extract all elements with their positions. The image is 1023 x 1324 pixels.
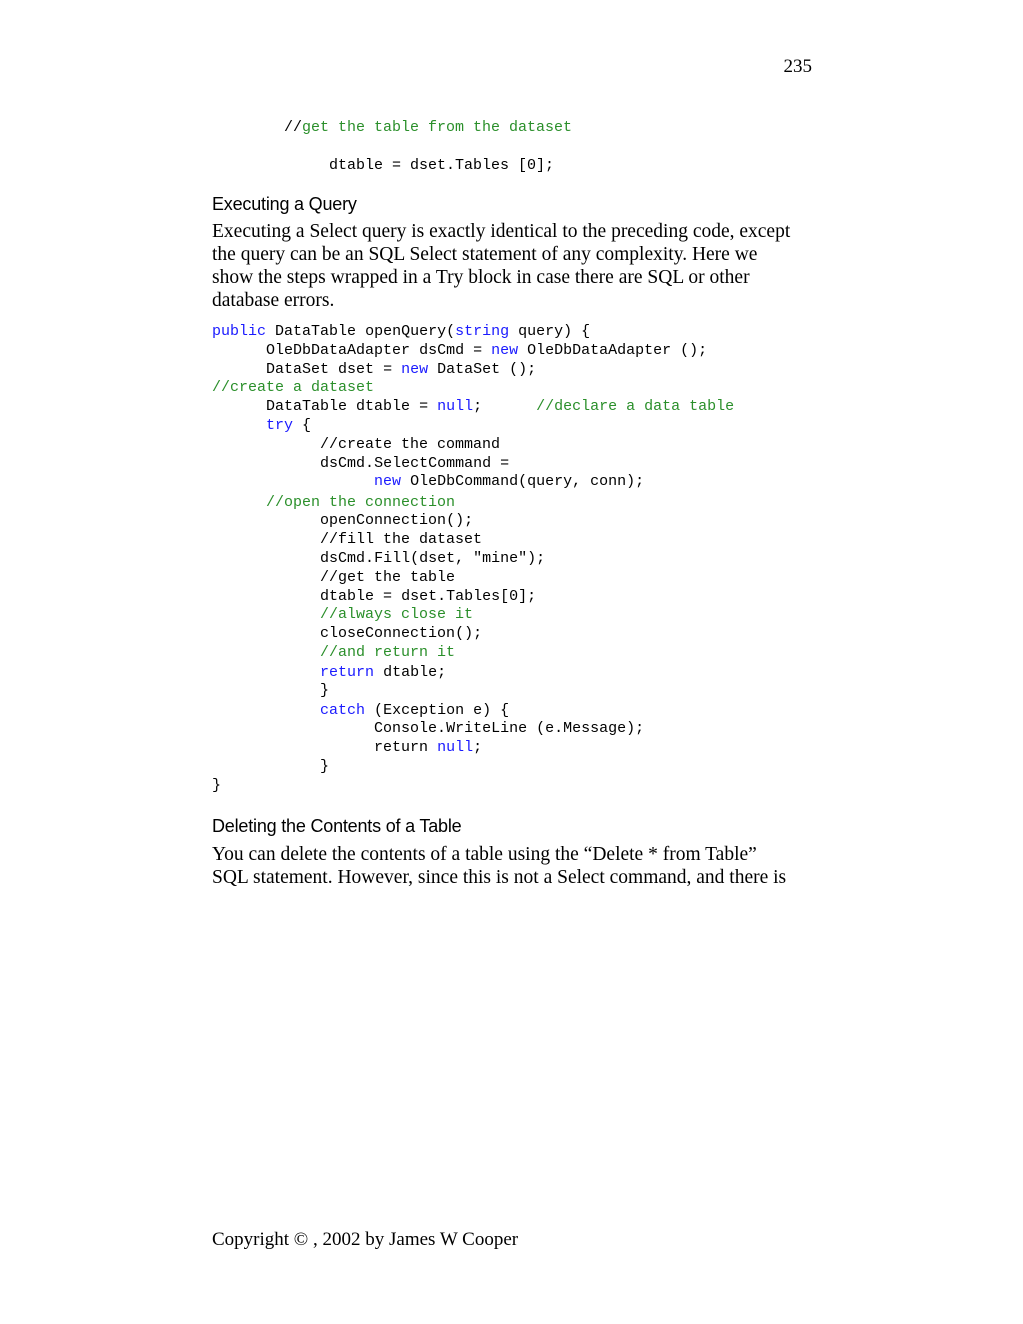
code-line (212, 530, 482, 549)
code-text: //get the table from the dataset (212, 119, 573, 136)
code-line: dsCmd.SelectCommand = (320, 455, 510, 472)
code-comment: //create the command (320, 436, 501, 453)
code-line: closeConnection(); (320, 625, 483, 642)
code-comment: //declare a data table (536, 398, 735, 415)
paragraph-line: show the steps wrapped in a Try block in case there are SQL or other (212, 267, 750, 288)
code-line: public DataTable openQuery(string query) { (212, 323, 591, 340)
code-line (212, 568, 455, 587)
paragraph-line: the query can be an SQL Select statement of any complexity. Here we (212, 244, 758, 265)
paragraph-line: SQL statement. However, since this is not a Select command, and there is (212, 867, 787, 888)
code-line (212, 118, 572, 137)
code-line: DataTable dtable = null; //declare a data table (266, 398, 735, 415)
code-line: dtable = dset.Tables[0]; (320, 588, 537, 605)
copyright-footer: Copyright © , 2002 by James W Cooper (212, 1229, 519, 1250)
code-keyword: string (455, 323, 510, 340)
code-line (212, 493, 455, 512)
code-line (212, 435, 500, 454)
code-line (212, 378, 374, 397)
code-comment: //open the connection (266, 494, 456, 511)
code-line: Console.WriteLine (e.Message); (374, 720, 645, 737)
code-keyword: public (212, 323, 267, 340)
paragraph-line: database errors. (212, 290, 335, 311)
code-comment: //get the table (320, 569, 456, 586)
section-paragraph-executing-query (212, 220, 812, 312)
code-line: catch (Exception e) { (320, 702, 510, 719)
code-line: return null; (374, 739, 483, 756)
code-keyword: return (320, 664, 375, 681)
code-line (212, 643, 455, 662)
code-line: DataSet dset = new DataSet (); (266, 361, 537, 378)
code-keyword: try (266, 417, 294, 434)
code-line: } (212, 758, 330, 775)
code-keyword: new (374, 473, 402, 490)
code-comment: //and return it (320, 644, 456, 661)
code-keyword: null (437, 739, 474, 756)
code-line: new OleDbCommand(query, conn); (374, 473, 645, 490)
code-line: dsCmd.Fill(dset, "mine"); (320, 550, 546, 567)
code-line: } (212, 777, 222, 794)
paragraph-line: Executing a Select query is exactly identical to the preceding code, except (212, 221, 791, 242)
code-line (212, 156, 554, 175)
code-text: dtable = dset.Tables [0]; (212, 157, 555, 174)
code-line (212, 605, 473, 624)
code-comment: //create a dataset (212, 379, 375, 396)
code-keyword: new (401, 361, 429, 378)
page-number: 235 (783, 56, 812, 77)
code-line: } (212, 682, 330, 699)
code-comment: get the table from the dataset (302, 119, 573, 136)
code-keyword: null (437, 398, 474, 415)
code-keyword: new (491, 342, 519, 359)
code-comment: //always close it (320, 606, 474, 623)
section-paragraph-deleting-contents (212, 843, 812, 889)
code-keyword: catch (320, 702, 366, 719)
section-heading-deleting-contents: Deleting the Contents of a Table (212, 816, 462, 836)
code-comment: //fill the dataset (320, 531, 483, 548)
code-line: try { (266, 417, 312, 434)
code-line: openConnection(); (320, 512, 474, 529)
section-heading-executing-query: Executing a Query (212, 194, 357, 214)
paragraph-line: You can delete the contents of a table using the “Delete * from Table” (212, 844, 757, 865)
code-line: OleDbDataAdapter dsCmd = new OleDbDataAdapter (); (266, 342, 708, 359)
code-line: return dtable; (320, 664, 447, 681)
